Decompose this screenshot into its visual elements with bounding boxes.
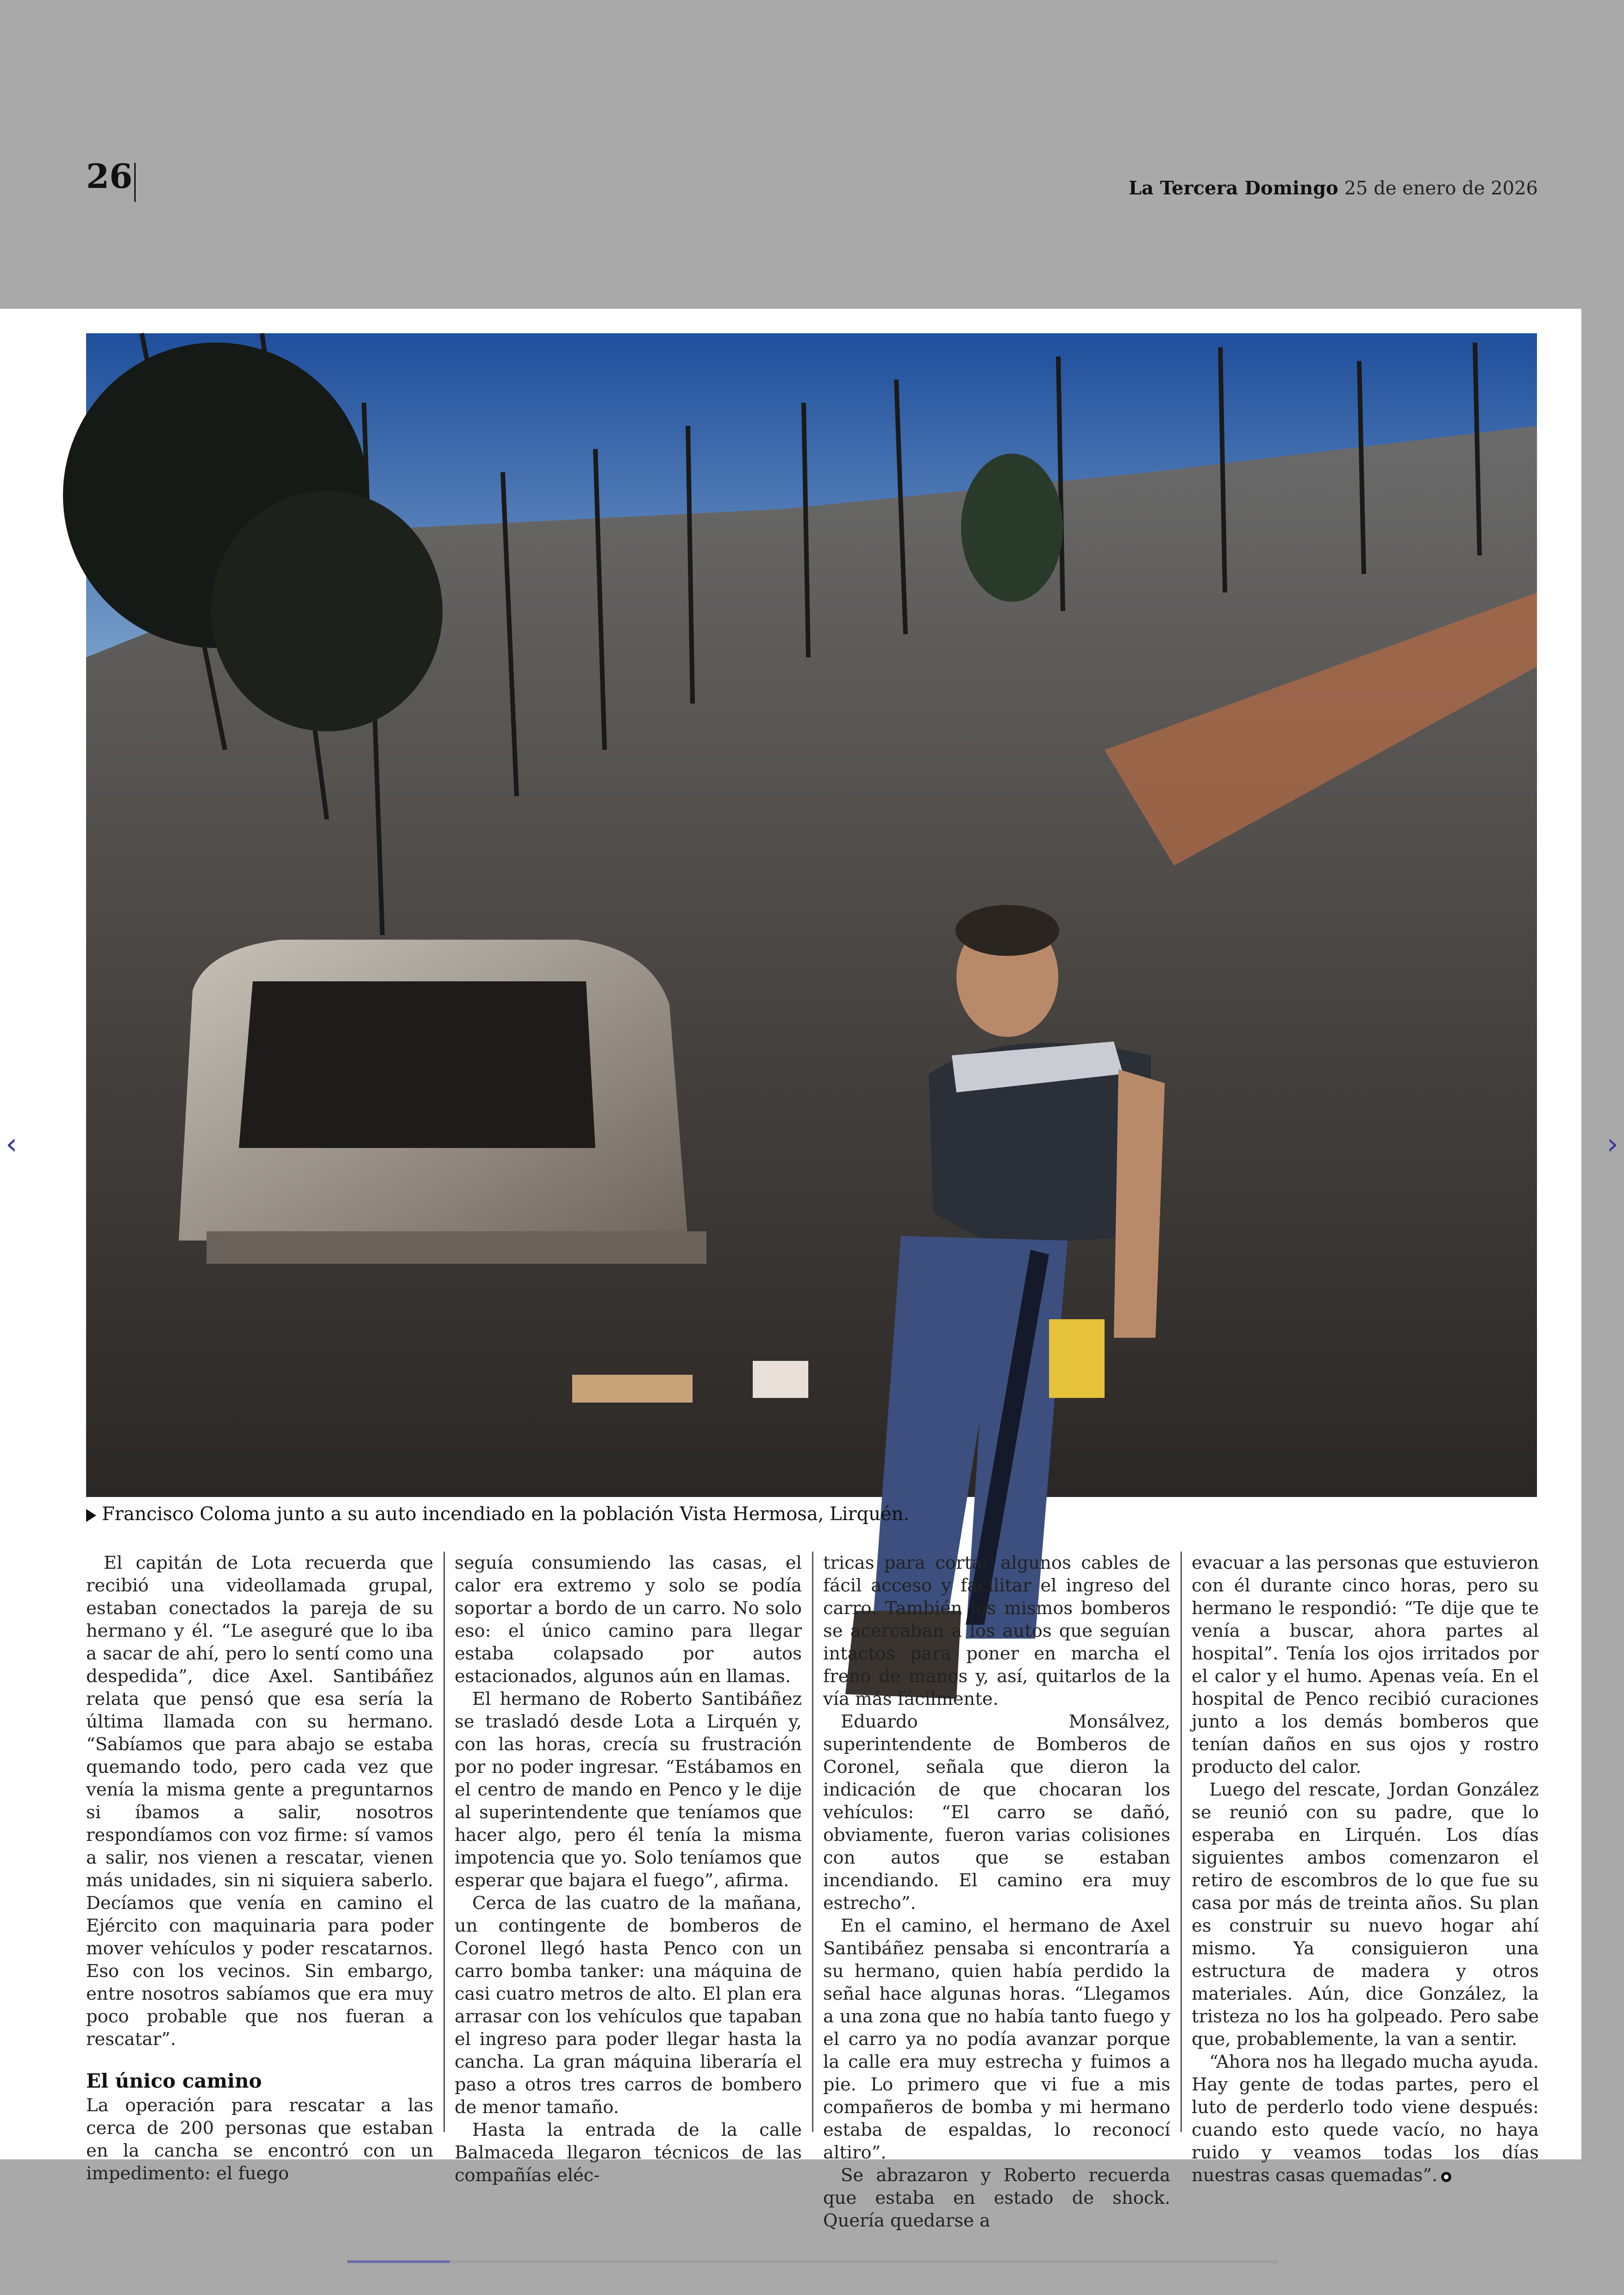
article-paragraph: La operación para rescatar a las cerca de 200 personas que estaban en la cancha se encontró con un impedimento: el fuego	[86, 2095, 433, 2184]
publication-header	[1129, 177, 1538, 199]
reading-progress-fill	[347, 2260, 450, 2263]
article-column-2	[455, 1552, 802, 2186]
column-divider	[1181, 1552, 1182, 2132]
article-end-icon	[1441, 2172, 1451, 2182]
article-subhead: El único camino	[86, 2070, 262, 2092]
article-final-text: “Ahora nos ha llegado mucha ayuda. Hay gente de todas partes, pero el luto de perderlo todo viene después: cuando esto quede vacío, no haya ruido y veamos todas los días nuestras casas quemadas”.	[1192, 2052, 1539, 2186]
article-paragraph: Se abrazaron y Roberto recuerda que estaba en estado de shock. Quería quedarse a	[823, 2165, 1170, 2231]
article-paragraph: El hermano de Roberto Santibáñez se trasladó desde Lota a Lirquén y, con las horas, crecía su frustración por no poder ingresar. “Estábamos en el centro de mando en Penco y le dije al superintendente que teníamos que hacer algo, pero él tenía la misma impotencia que yo. Solo teníamos que esperar que bajara el fuego”, afirma.	[455, 1689, 802, 1891]
article-paragraph	[1192, 2051, 1539, 2187]
previous-page-button[interactable]: ‹	[6, 1127, 18, 1161]
article-paragraph: En el camino, el hermano de Axel Santibáñez pensaba si encontraría a su hermano, quien había perdido la señal hace algunas horas. “Llegamos a una zona que no había tanto fuego y el carro ya no podía avanzar porque la calle era muy estrecha y fuimos a pie. Lo primero que vi fue a mis compañeros de bomba y mi hermano estaba de espaldas, lo reconocí altiro”.	[823, 1915, 1170, 2163]
article-paragraph: Luego del rescate, Jordan González se reunió con su padre, que lo esperaba en Lirquén. Los días siguientes ambos comenzaron el retiro de escombros de lo que fue su casa por más de treinta años. Su plan es construir su nuevo hogar ahí mismo. Ya consiguieron una estructura de madera y otros materiales. Aún, dice González, la tristeza no los ha golpeado. Pero sabe que, probablemente, la van a sentir.	[1192, 1779, 1539, 2050]
publication-date: 25 de enero de 2026	[1344, 178, 1538, 199]
article-paragraph: tricas para cortar algunos cables de fácil acceso y facilitar el ingreso del carro. También los mismos bomberos se acercaban a los autos que seguían intactos para poner en marcha el freno de manos y, así, quitarlos de la vía más fácilmente.	[823, 1553, 1170, 1709]
article-paragraph: seguía consumiendo las casas, el calor era extremo y solo se podía soportar a bordo de un carro. No solo eso: el único camino para llegar estaba colapsado por autos estacionados, algunos aún en llamas.	[455, 1553, 802, 1687]
column-divider	[443, 1552, 445, 2132]
column-divider	[812, 1552, 813, 2132]
article-paragraph: Eduardo Monsálvez, superintendente de Bomberos de Coronel, señala que dieron la indicación de que chocaran los vehículos: “El carro se dañó, obviamente, fueron varias colisiones con autos que se estaban incendiando. El camino era muy estrecho”.	[823, 1711, 1170, 1914]
burned-car	[179, 940, 706, 1264]
publication-name: La Tercera Domingo	[1128, 177, 1338, 199]
page-number: 26	[86, 156, 133, 196]
page-number-divider	[134, 163, 136, 202]
article-column-1	[86, 1552, 433, 2184]
next-page-button[interactable]: ›	[1606, 1127, 1618, 1161]
article-column-4	[1192, 1552, 1539, 2186]
article-paragraph: Hasta la entrada de la calle Balmaceda llegaron técnicos de las compañías eléc-	[455, 2120, 802, 2186]
reading-progress-bar[interactable]	[347, 2260, 1278, 2263]
article-paragraph: El capitán de Lota recuerda que recibió una videollamada grupal, estaban conectados la pareja de su hermano y él. “Le aseguré que lo iba a sacar de ahí, pero lo sentí como una despedida”, dice Axel. Santibáñez relata que pensó que esa sería la última llamada con su hermano. “Sabíamos que para abajo se estaba quemando todo, pero cada vez que venía la misma gente a preguntarnos si íbamos a salir, nosotros respondíamos con voz firme: sí vamos a salir, nos vienen a rescatar, vienen más unidades, sin ni siquiera saberlo. Decíamos que venía en camino el Ejército con maquinaria para poder mover vehículos y poder rescatarnos. Eso con los vecinos. Sin embargo, entre nosotros sabíamos que era muy poco probable que nos fueran a rescatar”.	[86, 1553, 433, 2050]
caption-text: Francisco Coloma junto a su auto incendiado en la población Vista Hermosa, Lirquén.	[102, 1503, 910, 1525]
article-column-3	[823, 1552, 1170, 2231]
caption-arrow-icon	[86, 1509, 96, 1522]
article-photo	[86, 333, 1537, 1497]
photo-caption	[86, 1503, 909, 1525]
article-paragraph: evacuar a las personas que estuvieron con él durante cinco horas, pero su hermano le respondió: “Te dije que te venía a buscar, ahora partes al hospital”. Tenía los ojos irritados por el calor y el humo. Apenas veía. En el hospital de Penco recibió curaciones junto a los demás bomberos que tenían daños en sus ojos y rostro producto del calor.	[1192, 1553, 1539, 1777]
article-paragraph: Cerca de las cuatro de la mañana, un contingente de bomberos de Coronel llegó hasta Penco con un carro bomba tanker: una máquina de casi cuatro metros de alto. El plan era arrasar con los vehículos que tapaban el ingreso para poder llegar hasta la cancha. La gran máquina liberaría el paso a otros tres carros de bombero de menor tamaño.	[455, 1893, 802, 2118]
